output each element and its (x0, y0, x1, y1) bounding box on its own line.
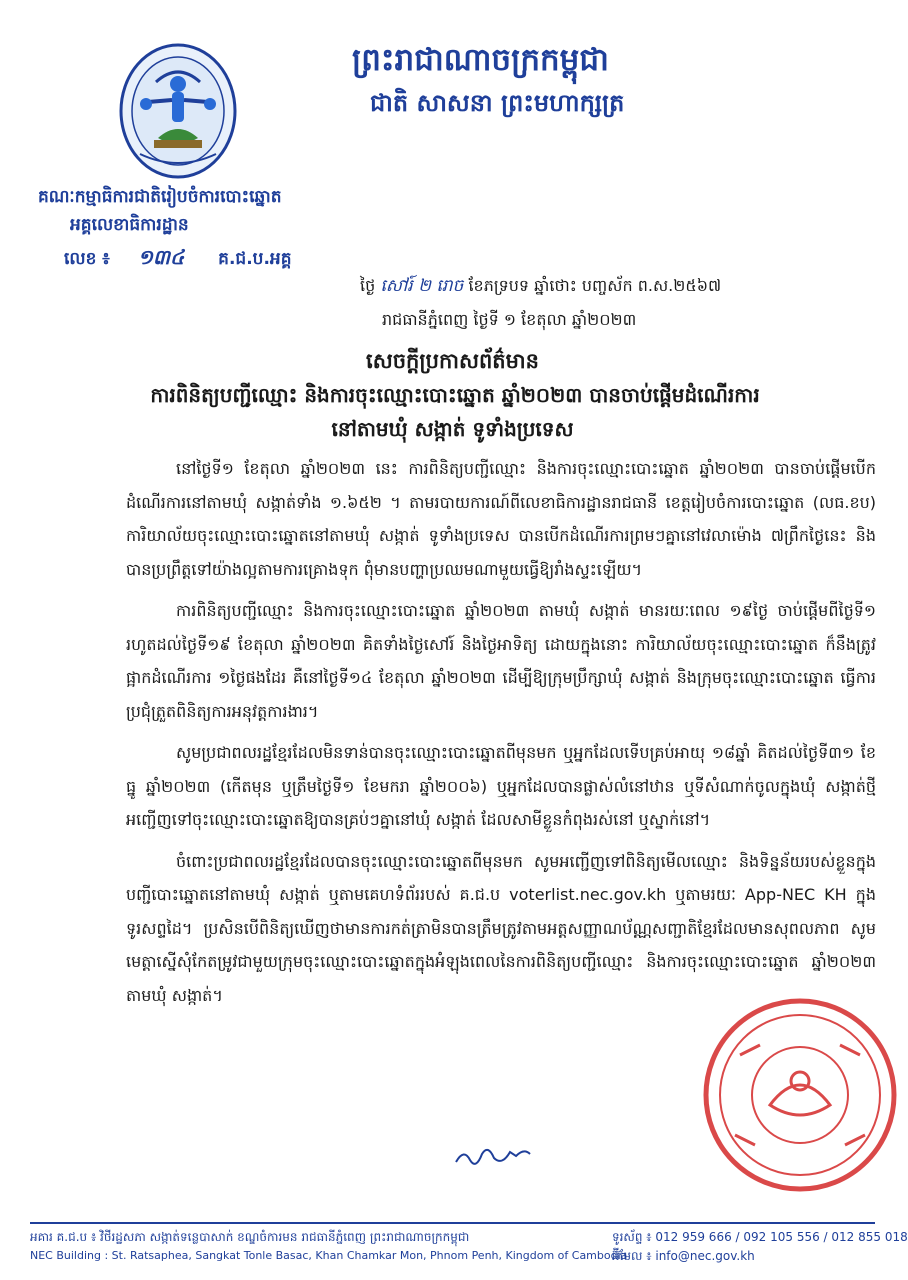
paragraph-2: ការពិនិត្យបញ្ជីឈ្មោះ និងការចុះឈ្មោះបោះឆ្នោត ឆ្នាំ២០២៣ តាមឃុំ សង្កាត់ មានរយៈពេល ១៩ថ្ងៃ ចាប់ផ្តើមពីថ្ងៃទី១ រហូតដល់ថ្ងៃទី១៩ ខែតុលា ឆ្នាំ២០២៣ គិតទាំងថ្ងៃសៅរ៍ និងថ្ងៃអាទិត្យ ដោយក្នុងនោះ ការិយាល័យចុះឈ្មោះបោះឆ្នោត ក៏នឹងត្រូវផ្អាកដំណើរការ ១ថ្ងៃផងដែរ គឺនៅថ្ងៃទី១៤ ខែតុលា ឆ្នាំ២០២៣ ដើម្បីឱ្យក្រុមប្រឹក្សាឃុំ សង្កាត់ និងក្រុមចុះឈ្មោះបោះឆ្នោត ធ្វើការប្រជុំត្រួតពិនិត្យការអនុវត្តការងារ។ (126, 601, 876, 721)
national-motto: ជាតិ សាសនា ព្រះមហាក្សត្រ (370, 89, 625, 117)
footer-telephone: ទូរស័ព្ទ ៖ 012 959 666 / 092 105 556 / 012 855 018 (612, 1230, 908, 1244)
paragraph-4: ចំពោះប្រជាពលរដ្ឋខ្មែរដែលបានចុះឈ្មោះបោះឆ្នោតពីមុនមក សូមអញ្ជើញទៅពិនិត្យមើលឈ្មោះ និងទិន្នន័យរបស់ខ្លួនក្នុងបញ្ជីបោះឆ្នោតនៅតាមឃុំ សង្កាត់ ឬតាមគេហទំព័ររបស់ គ.ជ.ប voterlist.nec.gov.kh ឬតាមរយៈ App-NEC KH ក្នុងទូរសព្ទដៃ។ ប្រសិនបើពិនិត្យឃើញថាមានការកត់ត្រាមិនបានត្រឹមត្រូវតាមអត្តសញ្ញាណប័ណ្ណសញ្ជាតិខ្មែរដែលមានសុពលភាព សូមមេត្តាស្នើសុំកែតម្រូវជាមួយក្រុមចុះឈ្មោះបោះឆ្នោតក្នុងអំឡុងពេលនៃការពិនិត្យបញ្ជីឈ្មោះ និងការចុះឈ្មោះបោះឆ្នោត ឆ្នាំ២០២៣ តាមឃុំ សង្កាត់។ (126, 851, 876, 1005)
footer-address-khmer: អគារ គ.ជ.ប ៖ វិថីរដ្ឋសភា សង្កាត់ទន្លេបាសាក់ ខណ្ឌចំការមន រាជធានីភ្នំពេញ ព្រះរាជាណាចក្រកម្ពុជា (30, 1230, 470, 1244)
document-subtitle-line2: នៅតាមឃុំ សង្កាត់ ទូទាំងប្រទេស (331, 417, 574, 441)
lunar-date-handwritten: សៅរ៍ ២ រោច (380, 276, 464, 296)
paragraph-3: សូមប្រជាពលរដ្ឋខ្មែរដែលមិនទាន់បានចុះឈ្មោះបោះឆ្នោតពីមុនមក ឬអ្នកដែលទើបគ្រប់អាយុ ១៨ឆ្នាំ គិតដល់ថ្ងៃទី៣១ ខែធ្នូ ឆ្នាំ២០២៣ (កើតមុន ឬត្រឹមថ្ងៃទី១ ខែមករា ឆ្នាំ២០០៦) ឬអ្នកដែលបានផ្លាស់លំនៅឋាន ឬទីសំណាក់ចូលក្នុងឃុំ សង្កាត់ថ្មី អញ្ជើញទៅចុះឈ្មោះបោះឆ្នោតឱ្យបានគ្រប់ៗគ្នានៅឃុំ សង្កាត់ ដែលសាមីខ្លួនកំពុងរស់នៅ ឬស្នាក់នៅ។ (126, 743, 876, 829)
reference-label: លេខ ៖ (64, 249, 110, 269)
solar-date: រាជធានីភ្នំពេញ ថ្ងៃទី ១ ខែតុលា ឆ្នាំ២០២៣ (382, 310, 637, 329)
reference-line (64, 244, 424, 272)
reference-number: ១៣៤ (137, 245, 185, 269)
paragraph-1: នៅថ្ងៃទី១ ខែតុលា ឆ្នាំ២០២៣ នេះ ការពិនិត្យបញ្ជីឈ្មោះ និងការចុះឈ្មោះបោះឆ្នោត ឆ្នាំ២០២៣ បានចាប់ផ្តើមបើកដំណើរការនៅតាមឃុំ សង្កាត់ទាំង ១.៦៥២ ។ តាមរបាយការណ៍ពីលេខាធិការដ្ឋានរាជធានី ខេត្តរៀបចំការបោះឆ្នោត (លធ.ខប) ការិយាល័យចុះឈ្មោះបោះឆ្នោតនៅតាមឃុំ សង្កាត់ ទូទាំងប្រទេស បានបើកដំណើរការព្រមៗគ្នានៅវេលាម៉ោង ៧ព្រឹកថ្ងៃនេះ និងបានប្រព្រឹត្តទៅយ៉ាងល្អតាមការគ្រោងទុក ពុំមានបញ្ហាប្រឈមណាមួយធ្វើឱ្យរាំងស្ទះឡើយ។ (126, 459, 876, 579)
lunar-date-rest: ខែភទ្របទ ឆ្នាំថោះ បញ្ចស័ក ព.ស.២៥៦៧ (468, 276, 722, 295)
lunar-date (360, 272, 880, 300)
organization-name: គណៈកម្មាធិការជាតិរៀបចំការបោះឆ្នោត (38, 187, 282, 207)
nec-emblem-icon (118, 42, 238, 180)
secretariat-name: អគ្គលេខាធិការដ្ឋាន (70, 215, 189, 235)
signature-icon (454, 1142, 534, 1172)
kingdom-title: ព្រះរាជាណាចក្រកម្ពុជា (352, 42, 609, 78)
lunar-date-prefix: ថ្ងៃ (360, 276, 376, 295)
footer-email: អ៊ីមែល ៖ info@nec.gov.kh (612, 1249, 755, 1263)
footer-divider (30, 1222, 875, 1224)
footer-address-english: NEC Building : St. Ratsaphea, Sangkat Tonle Basac, Khan Chamkar Mon, Phnom Penh, Kingdom of Cambodia (30, 1249, 628, 1262)
document-subtitle-line1: ការពិនិត្យបញ្ជីឈ្មោះ និងការចុះឈ្មោះបោះឆ្នោត ឆ្នាំ២០២៣ បានចាប់ផ្តើមដំណើរការ (150, 383, 760, 407)
document-title: សេចក្តីប្រកាសព័ត៌មាន (366, 349, 539, 373)
document-body (126, 452, 876, 1020)
reference-code: គ.ជ.ប.អគ្គ (218, 249, 292, 269)
official-stamp-icon (700, 995, 900, 1195)
